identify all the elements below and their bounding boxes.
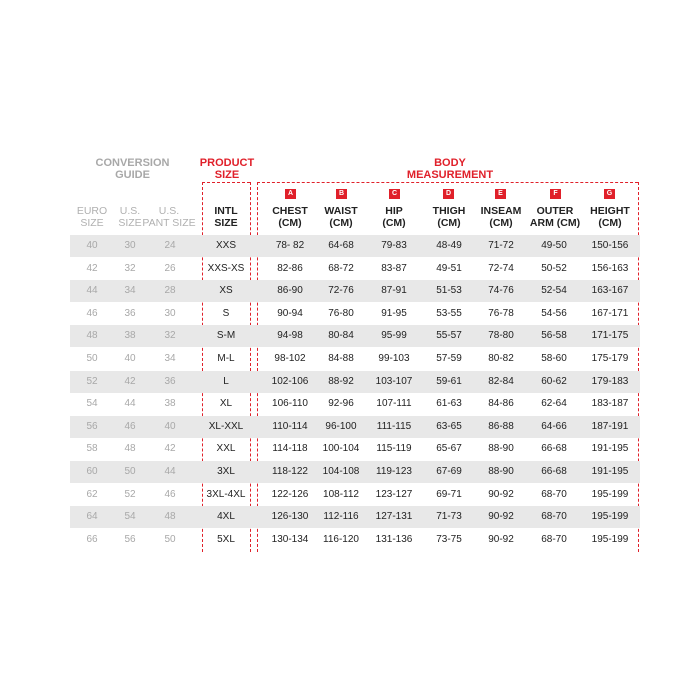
euro-size-cell: 62 bbox=[86, 488, 98, 500]
hip-cell: 111-115 bbox=[376, 420, 412, 432]
us-pant-size-cell: 46 bbox=[164, 488, 176, 500]
table-row bbox=[70, 461, 640, 483]
hip-cell: 119-123 bbox=[376, 466, 412, 477]
inseam-cell: 90-92 bbox=[488, 488, 514, 500]
height-cell: 187-191 bbox=[591, 420, 629, 432]
us-pant-size-cell: 30 bbox=[164, 307, 176, 319]
us-pant-size-cell: 28 bbox=[164, 285, 176, 297]
chest-cell: 82-86 bbox=[277, 262, 303, 274]
euro-size-cell: 60 bbox=[86, 466, 98, 477]
euro-size-cell: 48 bbox=[86, 330, 98, 342]
table-row bbox=[70, 529, 640, 551]
thigh-cell: 57-59 bbox=[436, 353, 462, 364]
height-cell: 195-199 bbox=[591, 511, 629, 523]
hip-cell: 103-107 bbox=[375, 375, 413, 387]
height-cell: 183-187 bbox=[591, 398, 629, 410]
us-size-cell: 52 bbox=[124, 488, 136, 500]
height-cell: 171-175 bbox=[591, 330, 629, 342]
inseam-cell: 74-76 bbox=[488, 285, 514, 297]
euro-size-cell: 44 bbox=[86, 285, 98, 297]
hip-header: HIP (CM) bbox=[382, 205, 406, 229]
waist-cell: 64-68 bbox=[328, 240, 354, 251]
outer-arm-cell: 49-50 bbox=[541, 240, 567, 251]
hip-cell: 95-99 bbox=[381, 330, 407, 342]
body-measurement-outline-top bbox=[257, 182, 638, 183]
thigh-cell: 48-49 bbox=[436, 240, 462, 251]
intl-size-header: INTL SIZE bbox=[214, 205, 238, 229]
us-pant-size-cell: 26 bbox=[164, 262, 176, 274]
waist-cell: 92-96 bbox=[328, 398, 354, 410]
badge-b-icon: B bbox=[336, 189, 347, 199]
chest-cell: 118-122 bbox=[272, 466, 308, 477]
outer-arm-cell: 66-68 bbox=[541, 466, 567, 477]
table-row bbox=[70, 235, 640, 257]
us-size-cell: 44 bbox=[124, 398, 136, 410]
us-size-header: U.S. SIZE bbox=[118, 205, 142, 229]
euro-size-cell: 56 bbox=[86, 420, 98, 432]
us-pant-size-cell: 32 bbox=[164, 330, 176, 342]
us-size-cell: 38 bbox=[124, 330, 136, 342]
product-size-outline-top bbox=[202, 182, 250, 183]
waist-cell: 76-80 bbox=[328, 307, 354, 319]
outer-arm-cell: 68-70 bbox=[541, 511, 567, 523]
us-pant-size-header: U.S. PANT SIZE bbox=[142, 205, 196, 229]
chest-header: CHEST (CM) bbox=[272, 205, 308, 229]
inseam-cell: 86-88 bbox=[488, 420, 514, 432]
table-row bbox=[70, 348, 640, 370]
height-cell: 179-183 bbox=[591, 375, 629, 387]
waist-cell: 72-76 bbox=[328, 285, 354, 297]
euro-size-cell: 50 bbox=[86, 353, 98, 364]
outer-arm-cell: 62-64 bbox=[541, 398, 567, 410]
waist-header: WAIST (CM) bbox=[324, 205, 358, 229]
us-pant-size-cell: 42 bbox=[164, 443, 176, 455]
us-size-cell: 40 bbox=[124, 353, 136, 364]
table-row bbox=[70, 393, 640, 415]
height-cell: 191-195 bbox=[591, 443, 629, 455]
us-size-cell: 54 bbox=[124, 511, 136, 523]
waist-cell: 68-72 bbox=[328, 262, 354, 274]
table-row bbox=[70, 416, 640, 438]
us-pant-size-cell: 44 bbox=[164, 466, 176, 477]
height-header: HEIGHT (CM) bbox=[590, 205, 630, 229]
euro-size-cell: 58 bbox=[86, 443, 98, 455]
chest-cell: 126-130 bbox=[271, 511, 309, 523]
table-row bbox=[70, 258, 640, 280]
inseam-cell: 84-86 bbox=[488, 398, 514, 410]
us-pant-size-cell: 48 bbox=[164, 511, 176, 523]
height-cell: 195-199 bbox=[591, 533, 629, 545]
thigh-cell: 63-65 bbox=[436, 420, 462, 432]
badge-a-icon: A bbox=[285, 189, 296, 199]
badge-g-icon: G bbox=[604, 189, 615, 199]
us-size-cell: 42 bbox=[124, 375, 136, 387]
outer-arm-cell: 52-54 bbox=[541, 285, 567, 297]
outer-arm-cell: 66-68 bbox=[541, 443, 567, 455]
intl-size-cell: XXS bbox=[215, 240, 236, 251]
height-cell: 167-171 bbox=[591, 307, 629, 319]
inseam-cell: 82-84 bbox=[488, 375, 514, 387]
hip-cell: 87-91 bbox=[381, 285, 407, 297]
inseam-header: INSEAM (CM) bbox=[480, 205, 522, 229]
thigh-cell: 51-53 bbox=[436, 285, 462, 297]
euro-size-header: EURO SIZE bbox=[76, 205, 108, 229]
height-cell: 195-199 bbox=[591, 488, 629, 500]
height-cell: 156-163 bbox=[591, 262, 629, 274]
badge-e-icon: E bbox=[495, 189, 506, 199]
intl-size-cell: 5XL bbox=[217, 533, 235, 545]
thigh-cell: 59-61 bbox=[436, 375, 462, 387]
euro-size-cell: 66 bbox=[86, 533, 98, 545]
waist-cell: 116-120 bbox=[323, 533, 359, 545]
euro-size-cell: 52 bbox=[86, 375, 98, 387]
us-pant-size-cell: 50 bbox=[164, 533, 176, 545]
waist-cell: 100-104 bbox=[322, 443, 360, 455]
us-size-cell: 48 bbox=[124, 443, 136, 455]
chest-cell: 98-102 bbox=[274, 353, 306, 364]
height-cell: 150-156 bbox=[591, 240, 629, 251]
waist-cell: 104-108 bbox=[322, 466, 360, 477]
hip-cell: 107-111 bbox=[376, 398, 412, 410]
us-size-cell: 56 bbox=[124, 533, 136, 545]
chest-cell: 78- 82 bbox=[275, 240, 305, 251]
intl-size-cell: XXL bbox=[216, 443, 236, 455]
us-size-cell: 46 bbox=[124, 420, 136, 432]
chest-cell: 122-126 bbox=[271, 488, 309, 500]
chest-cell: 106-110 bbox=[272, 398, 308, 410]
table-row bbox=[70, 325, 640, 347]
outer-arm-header: OUTER ARM (CM) bbox=[529, 205, 581, 229]
inseam-cell: 71-72 bbox=[488, 240, 514, 251]
hip-cell: 115-119 bbox=[376, 443, 412, 455]
intl-size-cell: 4XL bbox=[217, 511, 235, 523]
outer-arm-cell: 54-56 bbox=[541, 307, 567, 319]
outer-arm-cell: 58-60 bbox=[541, 353, 567, 364]
waist-cell: 84-88 bbox=[328, 353, 354, 364]
thigh-cell: 71-73 bbox=[436, 511, 462, 523]
outer-arm-cell: 68-70 bbox=[541, 533, 567, 545]
outer-arm-cell: 56-58 bbox=[541, 330, 567, 342]
us-size-cell: 30 bbox=[124, 240, 136, 251]
us-size-cell: 34 bbox=[124, 285, 136, 297]
intl-size-cell: XS bbox=[219, 285, 233, 297]
waist-cell: 80-84 bbox=[328, 330, 354, 342]
intl-size-cell: 3XL bbox=[217, 466, 235, 477]
hip-cell: 83-87 bbox=[381, 262, 407, 274]
us-size-cell: 32 bbox=[124, 262, 136, 274]
thigh-cell: 55-57 bbox=[436, 330, 462, 342]
euro-size-cell: 40 bbox=[86, 240, 98, 251]
chest-cell: 102-106 bbox=[271, 375, 309, 387]
intl-size-cell: XXS-XS bbox=[207, 262, 245, 274]
us-pant-size-cell: 38 bbox=[164, 398, 176, 410]
waist-cell: 88-92 bbox=[328, 375, 354, 387]
intl-size-cell: L bbox=[223, 375, 229, 387]
waist-cell: 108-112 bbox=[323, 488, 359, 500]
hip-cell: 91-95 bbox=[381, 307, 407, 319]
us-size-cell: 36 bbox=[124, 307, 136, 319]
hip-cell: 131-136 bbox=[375, 533, 413, 545]
intl-size-cell: XL bbox=[219, 398, 233, 410]
chest-cell: 90-94 bbox=[277, 307, 303, 319]
thigh-header: THIGH (CM) bbox=[432, 205, 466, 229]
chest-cell: 130-134 bbox=[271, 533, 309, 545]
hip-cell: 127-131 bbox=[375, 511, 413, 523]
us-pant-size-cell: 36 bbox=[164, 375, 176, 387]
height-cell: 175-179 bbox=[591, 353, 629, 364]
badge-c-icon: C bbox=[389, 189, 400, 199]
badge-f-icon: F bbox=[550, 189, 561, 199]
euro-size-cell: 64 bbox=[86, 511, 98, 523]
inseam-cell: 80-82 bbox=[488, 353, 514, 364]
table-row bbox=[70, 484, 640, 506]
chest-cell: 114-118 bbox=[272, 443, 308, 455]
height-cell: 191-195 bbox=[591, 466, 629, 477]
table-row bbox=[70, 371, 640, 393]
intl-size-cell: S bbox=[222, 307, 230, 319]
intl-size-cell: M-L bbox=[217, 353, 235, 364]
intl-size-cell: 3XL-4XL bbox=[206, 488, 246, 500]
euro-size-cell: 46 bbox=[86, 307, 98, 319]
hip-cell: 123-127 bbox=[375, 488, 413, 500]
badge-d-icon: D bbox=[443, 189, 454, 199]
euro-size-cell: 42 bbox=[86, 262, 98, 274]
intl-size-cell: S-M bbox=[216, 330, 236, 342]
intl-size-cell: XL-XXL bbox=[208, 420, 244, 432]
waist-cell: 112-116 bbox=[323, 511, 359, 523]
inseam-cell: 88-90 bbox=[488, 466, 514, 477]
product-size-heading: PRODUCT SIZE bbox=[199, 157, 255, 181]
chest-cell: 110-114 bbox=[272, 420, 308, 432]
us-pant-size-cell: 24 bbox=[164, 240, 176, 251]
table-row bbox=[70, 280, 640, 302]
us-size-cell: 50 bbox=[124, 466, 136, 477]
thigh-cell: 65-67 bbox=[436, 443, 462, 455]
thigh-cell: 73-75 bbox=[436, 533, 462, 545]
inseam-cell: 78-80 bbox=[488, 330, 514, 342]
us-pant-size-cell: 40 bbox=[164, 420, 176, 432]
thigh-cell: 53-55 bbox=[436, 307, 462, 319]
chest-cell: 94-98 bbox=[277, 330, 303, 342]
height-cell: 163-167 bbox=[591, 285, 629, 297]
waist-cell: 96-100 bbox=[325, 420, 357, 432]
euro-size-cell: 54 bbox=[86, 398, 98, 410]
conversion-guide-heading: CONVERSION GUIDE bbox=[95, 157, 170, 181]
inseam-cell: 88-90 bbox=[488, 443, 514, 455]
table-row bbox=[70, 303, 640, 325]
table-row bbox=[70, 438, 640, 460]
outer-arm-cell: 68-70 bbox=[541, 488, 567, 500]
us-pant-size-cell: 34 bbox=[164, 353, 176, 364]
outer-arm-cell: 60-62 bbox=[541, 375, 567, 387]
inseam-cell: 90-92 bbox=[488, 511, 514, 523]
thigh-cell: 67-69 bbox=[436, 466, 462, 477]
chest-cell: 86-90 bbox=[277, 285, 303, 297]
thigh-cell: 61-63 bbox=[436, 398, 462, 410]
outer-arm-cell: 50-52 bbox=[541, 262, 567, 274]
thigh-cell: 49-51 bbox=[436, 262, 462, 274]
inseam-cell: 72-74 bbox=[488, 262, 514, 274]
table-row bbox=[70, 506, 640, 528]
inseam-cell: 90-92 bbox=[488, 533, 514, 545]
hip-cell: 99-103 bbox=[378, 353, 410, 364]
inseam-cell: 76-78 bbox=[488, 307, 514, 319]
body-measurement-heading: BODY MEASUREMENT bbox=[406, 157, 494, 181]
hip-cell: 79-83 bbox=[381, 240, 407, 251]
thigh-cell: 69-71 bbox=[436, 488, 462, 500]
outer-arm-cell: 64-66 bbox=[541, 420, 567, 432]
